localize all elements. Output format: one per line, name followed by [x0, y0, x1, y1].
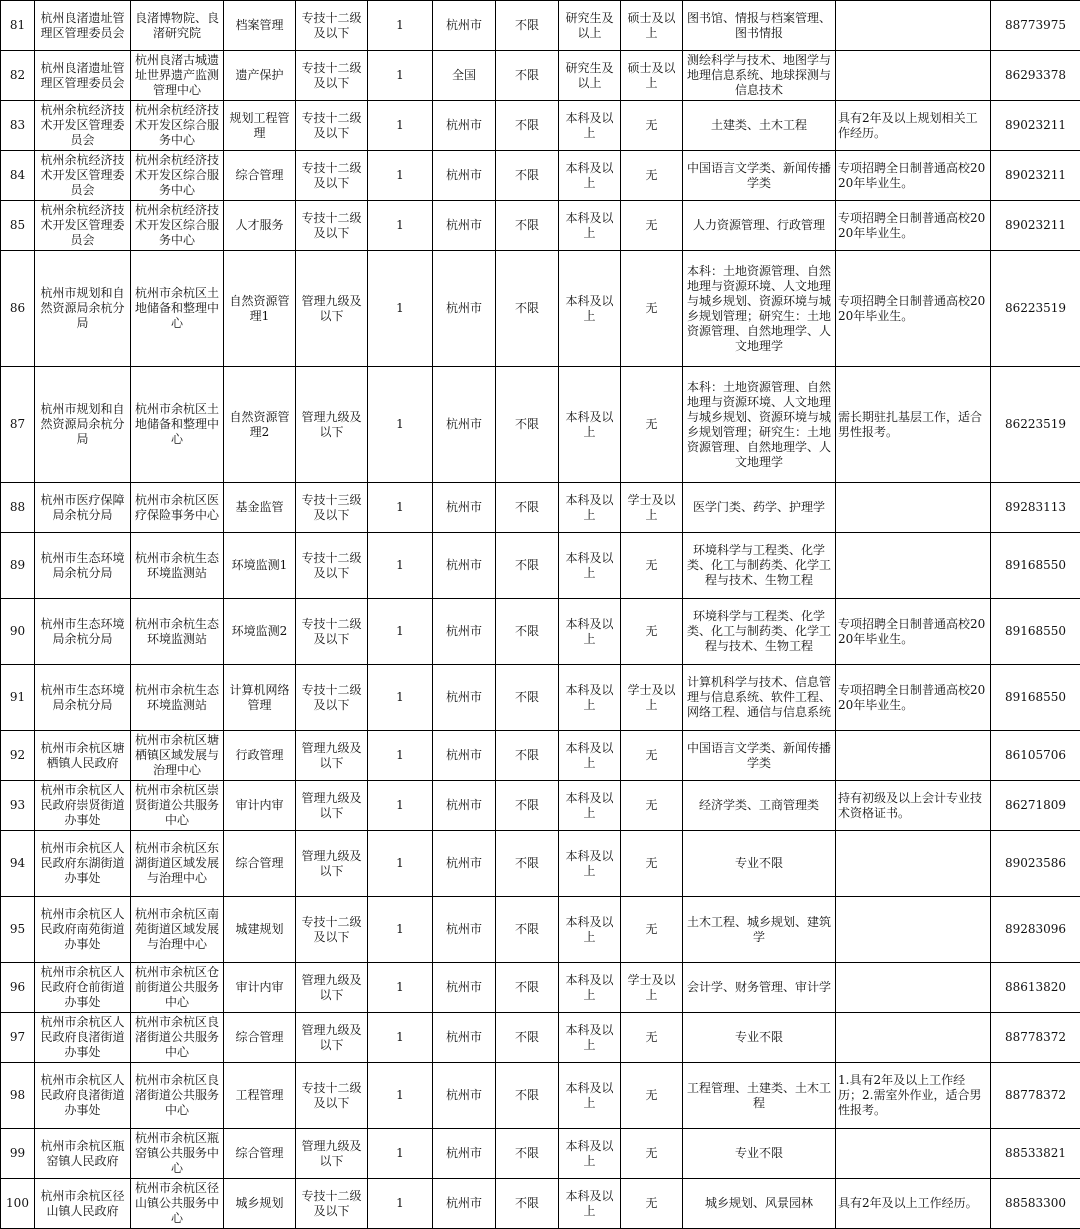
cell-post: 基金监管: [224, 483, 296, 533]
cell-notes: [836, 1, 991, 51]
cell-post: 档案管理: [224, 1, 296, 51]
cell-major: 工程管理、土建类、土木工程: [683, 1063, 836, 1129]
cell-notes: 专项招聘全日制普通高校2020年毕业生。: [836, 251, 991, 367]
cell-degree: 无: [621, 251, 683, 367]
cell-post: 城乡规划: [224, 1179, 296, 1229]
cell-no: 82: [1, 51, 35, 101]
cell-area: 杭州市: [433, 1129, 496, 1179]
cell-level: 管理九级及以下: [296, 1129, 368, 1179]
cell-post: 环境监测1: [224, 533, 296, 599]
cell-no: 85: [1, 201, 35, 251]
cell-count: 1: [368, 963, 433, 1013]
cell-degree: 无: [621, 367, 683, 483]
cell-unit: 良渚博物院、良渚研究院: [131, 1, 224, 51]
table-row: [1, 1013, 1080, 1063]
cell-unit: 杭州市余杭区南苑街道区域发展与治理中心: [131, 897, 224, 963]
cell-post: 遗产保护: [224, 51, 296, 101]
cell-notes: [836, 963, 991, 1013]
cell-count: 1: [368, 897, 433, 963]
cell-no: 94: [1, 831, 35, 897]
cell-area: 杭州市: [433, 251, 496, 367]
cell-edu: 本科及以上: [559, 665, 621, 731]
cell-level: 专技十二级及以下: [296, 599, 368, 665]
cell-count: 1: [368, 599, 433, 665]
table-row: [1, 1063, 1080, 1129]
cell-unit: 杭州市余杭区仓前街道公共服务中心: [131, 963, 224, 1013]
cell-major: 环境科学与工程类、化学类、化工与制药类、化学工程与技术、生物工程: [683, 599, 836, 665]
cell-post: 综合管理: [224, 151, 296, 201]
cell-no: 93: [1, 781, 35, 831]
cell-major: 本科：土地资源管理、自然地理与资源环境、人文地理与城乡规划、资源环境与城乡规划管理；研究生：土地资源管理、自然地理学、人文地理学: [683, 251, 836, 367]
cell-count: 1: [368, 1, 433, 51]
cell-unit: 杭州市余杭生态环境监测站: [131, 665, 224, 731]
cell-unit: 杭州市余杭区良渚街道公共服务中心: [131, 1063, 224, 1129]
cell-phone: 89023211: [991, 151, 1080, 201]
cell-degree: 硕士及以上: [621, 1, 683, 51]
cell-area: 杭州市: [433, 781, 496, 831]
cell-age: 不限: [496, 251, 559, 367]
cell-notes: 专项招聘全日制普通高校2020年毕业生。: [836, 201, 991, 251]
cell-phone: 88613820: [991, 963, 1080, 1013]
cell-post: 行政管理: [224, 731, 296, 781]
cell-phone: 89168550: [991, 665, 1080, 731]
cell-post: 规划工程管理: [224, 101, 296, 151]
cell-dept: 杭州市生态环境局余杭分局: [35, 665, 131, 731]
cell-age: 不限: [496, 599, 559, 665]
cell-phone: 89283096: [991, 897, 1080, 963]
cell-count: 1: [368, 731, 433, 781]
cell-edu: 本科及以上: [559, 1179, 621, 1229]
cell-major: 专业不限: [683, 831, 836, 897]
cell-level: 管理九级及以下: [296, 831, 368, 897]
cell-unit: 杭州市余杭区良渚街道公共服务中心: [131, 1013, 224, 1063]
table-row: [1, 101, 1080, 151]
cell-degree: 无: [621, 831, 683, 897]
cell-level: 专技十二级及以下: [296, 897, 368, 963]
cell-level: 专技十二级及以下: [296, 1, 368, 51]
cell-no: 86: [1, 251, 35, 367]
cell-age: 不限: [496, 201, 559, 251]
table-row: [1, 533, 1080, 599]
cell-post: 工程管理: [224, 1063, 296, 1129]
cell-age: 不限: [496, 831, 559, 897]
cell-phone: 86105706: [991, 731, 1080, 781]
cell-phone: 86223519: [991, 367, 1080, 483]
cell-phone: 88533821: [991, 1129, 1080, 1179]
cell-unit: 杭州市余杭区土地储备和整理中心: [131, 251, 224, 367]
cell-no: 81: [1, 1, 35, 51]
cell-degree: 无: [621, 1063, 683, 1129]
cell-post: 综合管理: [224, 831, 296, 897]
cell-phone: 88583300: [991, 1179, 1080, 1229]
cell-age: 不限: [496, 1013, 559, 1063]
cell-degree: 无: [621, 897, 683, 963]
table-row: [1, 151, 1080, 201]
cell-degree: 学士及以上: [621, 483, 683, 533]
table-row: [1, 51, 1080, 101]
cell-count: 1: [368, 533, 433, 599]
cell-count: 1: [368, 1013, 433, 1063]
cell-dept: 杭州市医疗保障局余杭分局: [35, 483, 131, 533]
cell-dept: 杭州市生态环境局余杭分局: [35, 599, 131, 665]
cell-age: 不限: [496, 963, 559, 1013]
cell-area: 杭州市: [433, 201, 496, 251]
cell-age: 不限: [496, 1063, 559, 1129]
cell-degree: 无: [621, 101, 683, 151]
cell-notes: [836, 831, 991, 897]
cell-post: 审计内审: [224, 963, 296, 1013]
cell-count: 1: [368, 151, 433, 201]
cell-dept: 杭州市余杭区人民政府良渚街道办事处: [35, 1063, 131, 1129]
cell-no: 92: [1, 731, 35, 781]
cell-dept: 杭州良渚遗址管理区管理委员会: [35, 1, 131, 51]
cell-count: 1: [368, 483, 433, 533]
cell-major: 测绘科学与技术、地图学与地理信息系统、地球探测与信息技术: [683, 51, 836, 101]
cell-area: 杭州市: [433, 533, 496, 599]
cell-age: 不限: [496, 101, 559, 151]
cell-unit: 杭州市余杭生态环境监测站: [131, 599, 224, 665]
cell-unit: 杭州市余杭区塘栖镇区域发展与治理中心: [131, 731, 224, 781]
cell-level: 专技十二级及以下: [296, 533, 368, 599]
table-row: [1, 483, 1080, 533]
cell-dept: 杭州市余杭区径山镇人民政府: [35, 1179, 131, 1229]
cell-age: 不限: [496, 367, 559, 483]
cell-area: 杭州市: [433, 963, 496, 1013]
cell-level: 管理九级及以下: [296, 781, 368, 831]
cell-degree: 无: [621, 201, 683, 251]
cell-area: 杭州市: [433, 831, 496, 897]
cell-unit: 杭州市余杭区医疗保险事务中心: [131, 483, 224, 533]
cell-dept: 杭州余杭经济技术开发区管理委员会: [35, 201, 131, 251]
cell-no: 95: [1, 897, 35, 963]
cell-edu: 本科及以上: [559, 151, 621, 201]
cell-age: 不限: [496, 665, 559, 731]
cell-dept: 杭州良渚遗址管理区管理委员会: [35, 51, 131, 101]
cell-edu: 本科及以上: [559, 781, 621, 831]
cell-notes: 专项招聘全日制普通高校2020年毕业生。: [836, 151, 991, 201]
cell-unit: 杭州市余杭区径山镇公共服务中心: [131, 1179, 224, 1229]
cell-age: 不限: [496, 1129, 559, 1179]
table-row: [1, 1129, 1080, 1179]
cell-unit: 杭州市余杭区崇贤街道公共服务中心: [131, 781, 224, 831]
cell-unit: 杭州市余杭区土地储备和整理中心: [131, 367, 224, 483]
cell-area: 杭州市: [433, 1, 496, 51]
table-row: [1, 963, 1080, 1013]
cell-no: 91: [1, 665, 35, 731]
cell-unit: 杭州市余杭区瓶窑镇公共服务中心: [131, 1129, 224, 1179]
table-row: [1, 1, 1080, 51]
table-row: [1, 367, 1080, 483]
cell-no: 88: [1, 483, 35, 533]
cell-edu: 本科及以上: [559, 963, 621, 1013]
cell-edu: 本科及以上: [559, 897, 621, 963]
cell-no: 89: [1, 533, 35, 599]
table-row: [1, 781, 1080, 831]
cell-notes: [836, 1013, 991, 1063]
cell-no: 90: [1, 599, 35, 665]
cell-age: 不限: [496, 483, 559, 533]
cell-area: 杭州市: [433, 599, 496, 665]
cell-count: 1: [368, 101, 433, 151]
cell-no: 99: [1, 1129, 35, 1179]
cell-notes: 专项招聘全日制普通高校2020年毕业生。: [836, 599, 991, 665]
cell-degree: 学士及以上: [621, 963, 683, 1013]
cell-count: 1: [368, 1179, 433, 1229]
cell-dept: 杭州余杭经济技术开发区管理委员会: [35, 151, 131, 201]
cell-major: 中国语言文学类、新闻传播学类: [683, 151, 836, 201]
cell-notes: 专项招聘全日制普通高校2020年毕业生。: [836, 665, 991, 731]
cell-phone: 88778372: [991, 1013, 1080, 1063]
cell-edu: 本科及以上: [559, 201, 621, 251]
cell-age: 不限: [496, 897, 559, 963]
cell-major: 专业不限: [683, 1129, 836, 1179]
cell-degree: 无: [621, 731, 683, 781]
cell-count: 1: [368, 367, 433, 483]
cell-area: 杭州市: [433, 665, 496, 731]
cell-major: 土木工程、城乡规划、建筑学: [683, 897, 836, 963]
cell-post: 自然资源管理1: [224, 251, 296, 367]
cell-major: 人力资源管理、行政管理: [683, 201, 836, 251]
cell-count: 1: [368, 251, 433, 367]
cell-post: 城建规划: [224, 897, 296, 963]
cell-notes: [836, 483, 991, 533]
cell-level: 专技十二级及以下: [296, 51, 368, 101]
cell-dept: 杭州市规划和自然资源局余杭分局: [35, 367, 131, 483]
cell-notes: 1.具有2年及以上工作经历；2.需室外作业，适合男性报考。: [836, 1063, 991, 1129]
cell-count: 1: [368, 1129, 433, 1179]
table-row: [1, 665, 1080, 731]
cell-level: 管理九级及以下: [296, 731, 368, 781]
cell-notes: 持有初级及以上会计专业技术资格证书。: [836, 781, 991, 831]
cell-dept: 杭州市生态环境局余杭分局: [35, 533, 131, 599]
cell-area: 杭州市: [433, 1013, 496, 1063]
table-row: [1, 201, 1080, 251]
cell-notes: [836, 897, 991, 963]
cell-area: 杭州市: [433, 483, 496, 533]
cell-major: 医学门类、药学、护理学: [683, 483, 836, 533]
cell-area: 杭州市: [433, 151, 496, 201]
cell-dept: 杭州市余杭区人民政府崇贤街道办事处: [35, 781, 131, 831]
cell-major: 经济学类、工商管理类: [683, 781, 836, 831]
cell-level: 专技十三级及以下: [296, 483, 368, 533]
cell-unit: 杭州余杭经济技术开发区综合服务中心: [131, 101, 224, 151]
cell-degree: 无: [621, 1129, 683, 1179]
table-row: [1, 251, 1080, 367]
cell-phone: 88773975: [991, 1, 1080, 51]
cell-count: 1: [368, 201, 433, 251]
cell-edu: 本科及以上: [559, 831, 621, 897]
cell-no: 87: [1, 367, 35, 483]
cell-notes: [836, 533, 991, 599]
table-row: [1, 731, 1080, 781]
cell-dept: 杭州余杭经济技术开发区管理委员会: [35, 101, 131, 151]
cell-phone: 86293378: [991, 51, 1080, 101]
cell-phone: 89023211: [991, 101, 1080, 151]
cell-degree: 无: [621, 599, 683, 665]
cell-age: 不限: [496, 533, 559, 599]
cell-degree: 无: [621, 151, 683, 201]
cell-degree: 无: [621, 533, 683, 599]
table-row: [1, 599, 1080, 665]
cell-area: 杭州市: [433, 731, 496, 781]
cell-major: 土建类、土木工程: [683, 101, 836, 151]
cell-phone: 88778372: [991, 1063, 1080, 1129]
cell-area: 全国: [433, 51, 496, 101]
cell-phone: 89023211: [991, 201, 1080, 251]
cell-degree: 无: [621, 1013, 683, 1063]
cell-age: 不限: [496, 151, 559, 201]
cell-dept: 杭州市余杭区人民政府南苑街道办事处: [35, 897, 131, 963]
cell-level: 专技十二级及以下: [296, 201, 368, 251]
cell-dept: 杭州市余杭区人民政府良渚街道办事处: [35, 1013, 131, 1063]
cell-major: 中国语言文学类、新闻传播学类: [683, 731, 836, 781]
cell-age: 不限: [496, 781, 559, 831]
cell-notes: 具有2年及以上规划相关工作经历。: [836, 101, 991, 151]
cell-count: 1: [368, 51, 433, 101]
cell-phone: 89023586: [991, 831, 1080, 897]
cell-phone: 89168550: [991, 599, 1080, 665]
cell-unit: 杭州良渚古城遗址世界遗产监测管理中心: [131, 51, 224, 101]
cell-edu: 本科及以上: [559, 483, 621, 533]
cell-dept: 杭州市余杭区人民政府东湖街道办事处: [35, 831, 131, 897]
cell-dept: 杭州市余杭区塘栖镇人民政府: [35, 731, 131, 781]
cell-edu: 本科及以上: [559, 1013, 621, 1063]
table-row: [1, 897, 1080, 963]
cell-no: 97: [1, 1013, 35, 1063]
cell-edu: 本科及以上: [559, 533, 621, 599]
cell-notes: [836, 1129, 991, 1179]
cell-no: 84: [1, 151, 35, 201]
cell-major: 城乡规划、风景园林: [683, 1179, 836, 1229]
cell-post: 自然资源管理2: [224, 367, 296, 483]
cell-major: 图书馆、情报与档案管理、图书情报: [683, 1, 836, 51]
cell-edu: 本科及以上: [559, 731, 621, 781]
cell-notes: 需长期驻扎基层工作，适合男性报考。: [836, 367, 991, 483]
cell-level: 管理九级及以下: [296, 251, 368, 367]
cell-count: 1: [368, 1063, 433, 1129]
cell-major: 环境科学与工程类、化学类、化工与制药类、化学工程与技术、生物工程: [683, 533, 836, 599]
cell-post: 审计内审: [224, 781, 296, 831]
cell-post: 人才服务: [224, 201, 296, 251]
cell-notes: 具有2年及以上工作经历。: [836, 1179, 991, 1229]
cell-major: 本科：土地资源管理、自然地理与资源环境、人文地理与城乡规划、资源环境与城乡规划管理；研究生：土地资源管理、自然地理学、人文地理学: [683, 367, 836, 483]
cell-level: 专技十二级及以下: [296, 1063, 368, 1129]
cell-edu: 本科及以上: [559, 1063, 621, 1129]
table-row: [1, 831, 1080, 897]
cell-no: 83: [1, 101, 35, 151]
cell-area: 杭州市: [433, 101, 496, 151]
cell-level: 专技十二级及以下: [296, 101, 368, 151]
cell-notes: [836, 51, 991, 101]
cell-notes: [836, 731, 991, 781]
cell-major: 计算机科学与技术、信息管理与信息系统、软件工程、网络工程、通信与信息系统: [683, 665, 836, 731]
cell-level: 专技十二级及以下: [296, 665, 368, 731]
cell-edu: 研究生及以上: [559, 1, 621, 51]
cell-major: 会计学、财务管理、审计学: [683, 963, 836, 1013]
cell-degree: 学士及以上: [621, 665, 683, 731]
cell-phone: 89168550: [991, 533, 1080, 599]
cell-major: 专业不限: [683, 1013, 836, 1063]
cell-no: 96: [1, 963, 35, 1013]
cell-level: 专技十二级及以下: [296, 1179, 368, 1229]
cell-count: 1: [368, 665, 433, 731]
cell-dept: 杭州市余杭区人民政府仓前街道办事处: [35, 963, 131, 1013]
cell-age: 不限: [496, 1179, 559, 1229]
cell-degree: 无: [621, 781, 683, 831]
cell-level: 管理九级及以下: [296, 1013, 368, 1063]
cell-area: 杭州市: [433, 367, 496, 483]
cell-degree: 硕士及以上: [621, 51, 683, 101]
cell-count: 1: [368, 831, 433, 897]
table-row: [1, 1179, 1080, 1229]
cell-edu: 本科及以上: [559, 599, 621, 665]
cell-edu: 研究生及以上: [559, 51, 621, 101]
cell-unit: 杭州余杭经济技术开发区综合服务中心: [131, 201, 224, 251]
cell-post: 环境监测2: [224, 599, 296, 665]
cell-area: 杭州市: [433, 1179, 496, 1229]
cell-edu: 本科及以上: [559, 1129, 621, 1179]
cell-edu: 本科及以上: [559, 251, 621, 367]
cell-unit: 杭州市余杭生态环境监测站: [131, 533, 224, 599]
cell-phone: 86223519: [991, 251, 1080, 367]
cell-level: 管理九级及以下: [296, 367, 368, 483]
cell-dept: 杭州市规划和自然资源局余杭分局: [35, 251, 131, 367]
cell-area: 杭州市: [433, 897, 496, 963]
cell-count: 1: [368, 781, 433, 831]
cell-age: 不限: [496, 1, 559, 51]
cell-area: 杭州市: [433, 1063, 496, 1129]
cell-edu: 本科及以上: [559, 367, 621, 483]
cell-no: 100: [1, 1179, 35, 1229]
cell-post: 综合管理: [224, 1013, 296, 1063]
cell-phone: 89283113: [991, 483, 1080, 533]
cell-age: 不限: [496, 51, 559, 101]
cell-dept: 杭州市余杭区瓶窑镇人民政府: [35, 1129, 131, 1179]
cell-degree: 无: [621, 1179, 683, 1229]
cell-phone: 86271809: [991, 781, 1080, 831]
cell-post: 综合管理: [224, 1129, 296, 1179]
cell-age: 不限: [496, 731, 559, 781]
cell-post: 计算机网络管理: [224, 665, 296, 731]
cell-unit: 杭州市余杭区东湖街道区域发展与治理中心: [131, 831, 224, 897]
cell-no: 98: [1, 1063, 35, 1129]
cell-edu: 本科及以上: [559, 101, 621, 151]
cell-level: 专技十二级及以下: [296, 151, 368, 201]
cell-unit: 杭州余杭经济技术开发区综合服务中心: [131, 151, 224, 201]
cell-level: 管理九级及以下: [296, 963, 368, 1013]
